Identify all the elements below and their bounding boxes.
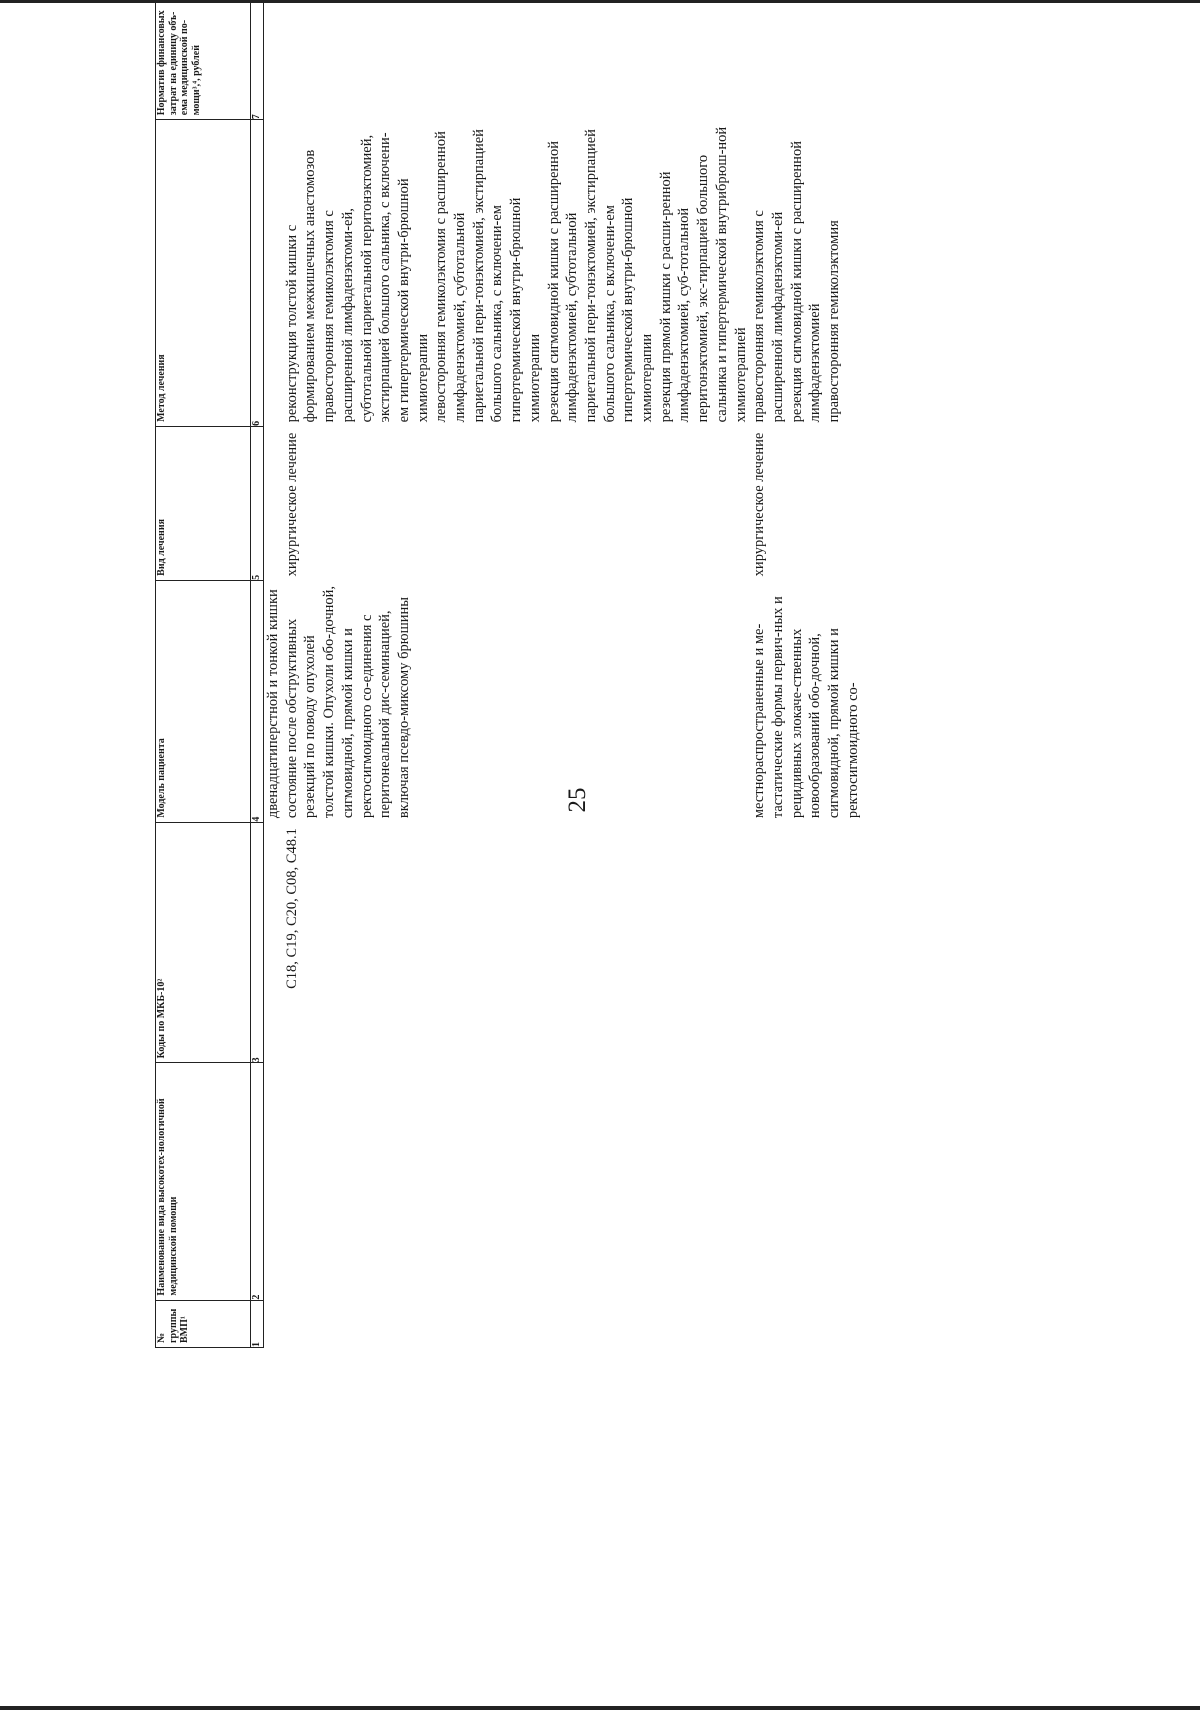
col-number-4: 4 (251, 580, 264, 822)
col-number-3: 3 (251, 822, 264, 1063)
table-row (264, 1, 283, 1348)
table-row (283, 1, 751, 1348)
method-item: реконструкция толстой кишки с формированием межкишечных анастомозов (283, 149, 319, 423)
header-icd-codes: Коды по МКБ-10² (156, 822, 251, 1063)
cell-group (264, 1300, 283, 1347)
method-item: правосторонняя гемиколэктомия с расширенной лимфаденэктоми-ей, субтотальной париетальной перитонэктомией, экстирпацией большого сальника, с включени-ем гипертермической внутри-брюшной химиотерапии (321, 132, 431, 423)
header-patient-model: Модель пациента (156, 580, 251, 822)
method-item: резекция прямой кишки с расши-ренной лимфаденэктомией, суб-тотальной перитонэктомией, экс-тирпацией большого сальника и гипертермической внутрибрюш-ной химиотерапией (657, 126, 749, 423)
header-treatment-method: Метод лечения (156, 120, 251, 427)
bottom-edge-line (0, 1706, 1200, 1710)
col-number-6: 6 (251, 120, 264, 427)
method-item: правосторонняя гемиколэктомия (826, 220, 843, 423)
cell-vmp-name (283, 1063, 751, 1300)
col-number-2: 2 (251, 1063, 264, 1300)
cell-group (750, 1300, 862, 1347)
header-row (156, 1, 251, 1348)
cell-methods (283, 120, 751, 427)
cell-methods (750, 120, 862, 427)
cell-cost (283, 1, 751, 120)
vmp-table (155, 0, 863, 1348)
cell-vmp-name (750, 1063, 862, 1300)
col-number-1: 1 (251, 1300, 264, 1347)
cell-patient-model: местнораспространенные и ме-тастатические формы первич-ных и рецидивных злокаче-ственных новообразований обо-дочной, сигмовидной, прямой кишки и ректосигмоидного со- (751, 596, 861, 819)
header-cost-norm: Норматив финансовых затрат на единицу объ-ема медицинской по-мощи³,⁴, рублей (156, 1, 251, 120)
column-number-row (251, 1, 264, 1348)
cell-treatment-type: хирургическое лечение (751, 432, 768, 577)
cell-methods (264, 120, 283, 427)
cell-icd (750, 822, 862, 1063)
method-item: резекция сигмовидной кишки с расширенной лимфаденэктомией, субтотальной париетальной пери-тонэктомией, экстирпацией большого сальника, с включени-ем гипертермической внутри-брюшной химиотерапии (545, 129, 656, 423)
header-group-number: № группы ВМП¹ (156, 1300, 251, 1347)
col-number-7: 7 (251, 1, 264, 120)
cell-cost (750, 1, 862, 120)
cell-cost (264, 1, 283, 120)
method-item: резекция сигмовидной кишки с расширенной лимфаденэктомией (788, 141, 824, 423)
cell-patient-model: состояние после обструктивных резекций по поводу опухолей толстой кишки. Опухоли обо-дочной, сигмовидной, прямой кишки и ректосигмоидного со-единения с перитонеальной дис-семинацией, включая псевдо-миксому брюшины (283, 585, 412, 819)
table-row (750, 1, 862, 1348)
cell-patient-model: двенадцатиперстной и тонкой кишки (265, 589, 281, 819)
cell-icd: C18, C19, C20, C08, C48.1 (283, 828, 300, 989)
cell-treatment-type: хирургическое лечение (283, 432, 300, 577)
cell-icd (264, 822, 283, 1063)
header-vmp-name: Наименование вида высокотех-нологичной медицинской помощи (156, 1063, 251, 1300)
method-item: левосторонняя гемиколэктомия с расширенной лимфаденэктомией, субтотальной париетальной пери-тонэктомией, экстирпацией большого сальника, с включени-ем гипертермической внутри-брюшной химиотерапии (433, 129, 543, 423)
rotated-table-container (155, 0, 1065, 1348)
col-number-5: 5 (251, 426, 264, 580)
page-number: 25 (564, 787, 591, 813)
cell-vmp-name (264, 1063, 283, 1300)
cell-group (283, 1300, 751, 1347)
cell-treatment-type (264, 426, 283, 580)
header-treatment-type: Вид лечения (156, 426, 251, 580)
method-item: правосторонняя гемиколэктомия с расширенной лимфаденэктоми-ей (751, 210, 786, 423)
